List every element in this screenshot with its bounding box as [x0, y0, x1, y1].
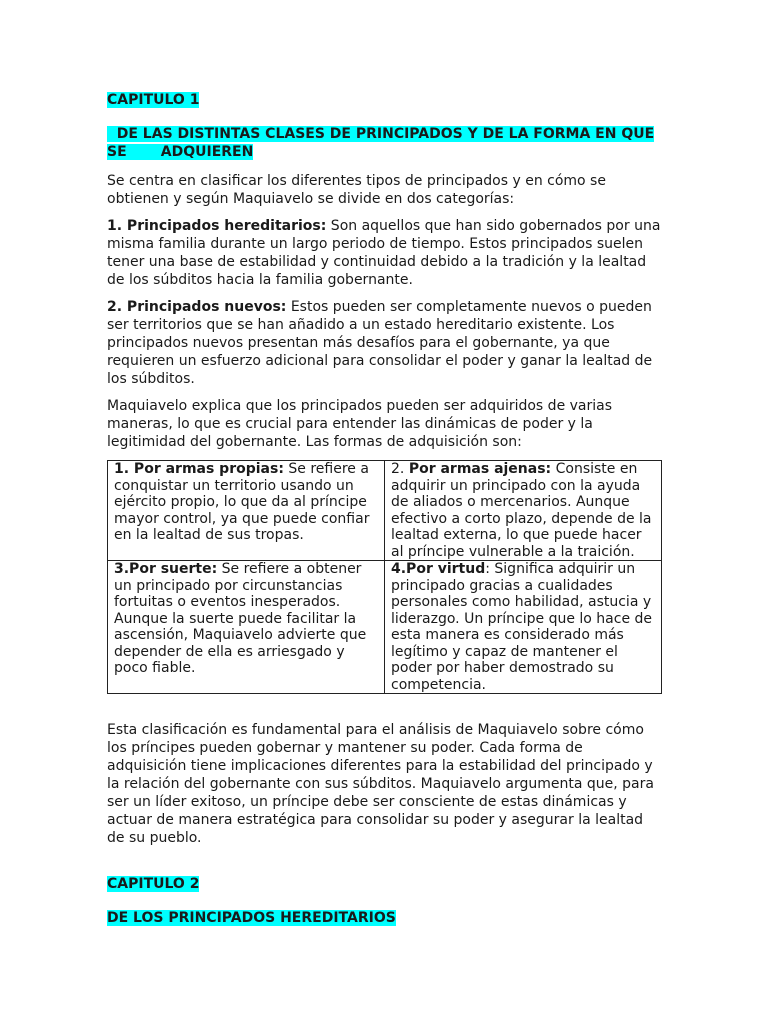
item-new-text: Estos pueden ser completamente nuevos o pueden ser territorios que se han añadido a un estado hereditario existente. Los principados nuevos presentan más desafíos para el gobernante, ya que requieren un esfuerzo adicional para consolidar el poder y ganar la lealtad de los súbditos.: [107, 299, 653, 387]
table-cell-fortune: [108, 561, 385, 694]
document-page: [107, 91, 662, 938]
intro-paragraph: Se centra en clasificar los diferentes tipos de principados y en cómo se obtienen y según Maquiavelo se divide en dos categorías:: [107, 173, 606, 207]
table-cell-own-arms: [108, 461, 385, 561]
own-arms-text: Se refiere a conquistar un territorio usando un ejército propio, lo que da al príncipe mayor control, ya que puede confiar en la lealtad de sus tropas.: [114, 461, 370, 543]
others-arms-prefix: 2.: [391, 461, 409, 477]
chapter-1-subtitle-line2: SE ADQUIEREN: [107, 144, 254, 160]
chapter-2-label: CAPITULO 2: [107, 876, 200, 892]
table-cell-others-arms: [385, 461, 662, 561]
acquisition-table: [107, 460, 662, 694]
conclusion-paragraph: Esta clasificación es fundamental para el análisis de Maquiavelo sobre cómo los príncipes pueden gobernar y mantener su poder. Cada forma de adquisición tiene implicaciones diferentes para la estabilidad del principado y la relación del gobernante con sus súbditos. Maquiavelo argumenta que, para ser un líder exitoso, un príncipe debe ser consciente de estas dinámicas y actuar de manera estratégica para consolidar su poder y asegurar la lealtad de su pueblo.: [107, 722, 654, 846]
chapter-2-subtitle-text: DE LOS PRINCIPADOS HEREDITARIOS: [107, 910, 396, 926]
item-hereditary-text: Son aquellos que han sido gobernados por una misma familia durante un largo periodo de tiempo. Estos principados suelen tener una base de estabilidad y continuidad debido a la tradición y la lealtad de los súbditos hacia la familia gobernante.: [107, 218, 661, 288]
chapter-1-heading: [107, 91, 662, 109]
others-arms-term: Por armas ajenas:: [408, 461, 552, 477]
table-row: [108, 461, 662, 561]
chapter-1-subtitle: [107, 125, 662, 161]
virtue-text: : Significa adquirir un principado gracias a cualidades personales como habilidad, astucia y liderazgo. Un príncipe que lo hace de esta manera es considerado más legítimo y capaz de mantener el poder por haber demostrado su competencia.: [391, 561, 653, 693]
others-arms-text: Consiste en adquirir un principado con la ayuda de aliados o mercenarios. Aunque efectivo a corto plazo, depende de la lealtad externa, lo que puede hacer al príncipe vulnerable a la traición.: [391, 461, 652, 560]
item-hereditary-term: 1. Principados hereditarios:: [107, 218, 327, 234]
own-arms-term: 1. Por armas propias:: [114, 461, 284, 477]
virtue-term: 4.Por virtud: [391, 561, 486, 577]
item-new: [107, 298, 662, 388]
item-hereditary: [107, 217, 662, 289]
table-cell-virtue: [385, 561, 662, 694]
fortune-text: Se refiere a obtener un principado por circunstancias fortuitas o eventos inesperados. Aunque la suerte puede facilitar la ascensión, Maquiavelo advierte que depender de ella es arriesgado y poco fiable.: [114, 561, 367, 676]
chapter-1-label: CAPITULO 1: [107, 92, 200, 108]
chapter-2-heading: [107, 875, 662, 893]
chapter-1-subtitle-line1: DE LAS DISTINTAS CLASES DE PRINCIPADOS Y DE LA FORMA EN QUE: [107, 126, 655, 142]
item-new-term: 2. Principados nuevos:: [107, 299, 287, 315]
acquisition-intro-paragraph: Maquiavelo explica que los principados pueden ser adquiridos de varias maneras, lo que es crucial para entender las dinámicas de poder y la legitimidad del gobernante. Las formas de adquisición son:: [107, 398, 613, 450]
fortune-term: 3.Por suerte:: [114, 561, 218, 577]
table-row: [108, 561, 662, 694]
chapter-2-subtitle: [107, 909, 662, 927]
